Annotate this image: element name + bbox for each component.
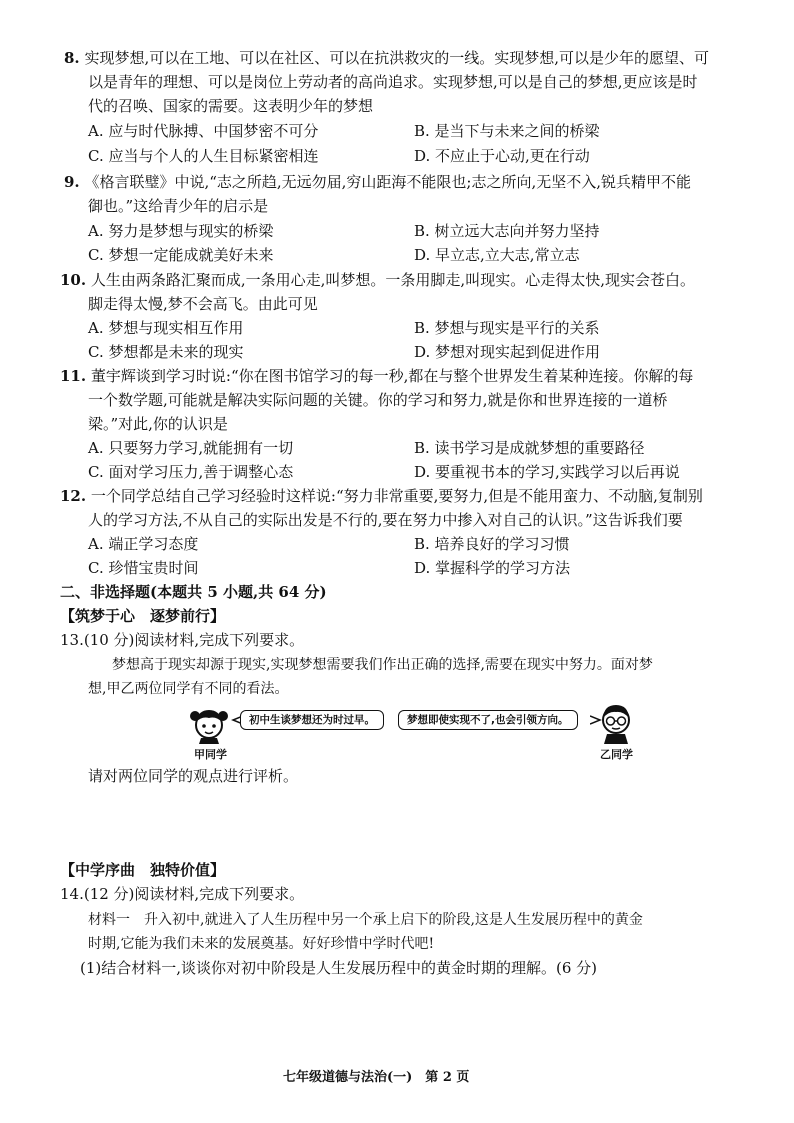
- material-text: 材料一 升入初中,就进入了人生历程中另一个承上启下的阶段,这是人生发展历程中的黄金: [88, 912, 643, 928]
- section-title: 二、非选择题(本题共 5 小题,共 64 分): [60, 583, 327, 601]
- question-text: 梁。”对此,你的认识是: [88, 415, 228, 433]
- option-d[interactable]: D. 掌握科学的学习方法: [414, 559, 571, 577]
- question-text: 脚走得太慢,梦不会高飞。由此可见: [88, 295, 318, 313]
- question-text: 人的学习方法,不从自己的实际出发是不行的,要在努力中掺入对自己的认识。”这告诉我们要: [88, 511, 683, 529]
- page-footer: 七年级道德与法治(一) 第 2 页: [283, 1070, 470, 1085]
- option-d[interactable]: D. 要重视书本的学习,实践学习以后再说: [414, 463, 680, 481]
- question-number: 10.: [60, 271, 87, 289]
- option-d[interactable]: D. 梦想对现实起到促进作用: [414, 343, 601, 361]
- question-text: 御也。”这给青少年的启示是: [88, 197, 269, 215]
- option-b[interactable]: B. 树立远大志向并努力坚持: [414, 222, 600, 240]
- option-c[interactable]: C. 梦想都是未来的现实: [88, 343, 244, 361]
- option-a[interactable]: A. 端正学习态度: [88, 535, 199, 553]
- question-head: 14.(12 分)阅读材料,完成下列要求。: [60, 885, 305, 903]
- question-text: 代的召唤、国家的需要。这表明少年的梦想: [88, 97, 374, 115]
- student-b-label: 乙同学: [600, 748, 633, 761]
- sub-question: (1)结合材料一,谈谈你对初中阶段是人生发展历程中的黄金时期的理解。(6 分): [80, 959, 598, 977]
- question-text: 人生由两条路汇聚而成,一条用心走,叫梦想。一条用脚走,叫现实。心走得太快,现实会苍白。: [90, 271, 695, 289]
- material-text: 想,甲乙两位同学有不同的看法。: [88, 681, 289, 697]
- question-text: 以是青年的理想、可以是岗位上劳动者的高尚追求。实现梦想,可以是自己的梦想,更应该是时: [88, 73, 698, 91]
- question-number: 11.: [60, 367, 87, 385]
- option-b[interactable]: B. 培养良好的学习习惯: [414, 535, 570, 553]
- speech-bubble-a: 初中生谈梦想还为时过早。: [240, 710, 384, 730]
- question-text: 实现梦想,可以在工地、可以在社区、可以在抗洪救灾的一线。实现梦想,可以是少年的愿望、可: [84, 49, 709, 67]
- question-text: 一个同学总结自己学习经验时这样说:“努力非常重要,要努力,但是不能用蛮力、不动脑,复制别: [90, 487, 703, 505]
- option-c[interactable]: C. 面对学习压力,善于调整心态: [88, 463, 294, 481]
- option-c[interactable]: C. 珍惜宝贵时间: [88, 559, 199, 577]
- option-b[interactable]: B. 梦想与现实是平行的关系: [414, 319, 600, 337]
- material-text: 梦想高于现实却源于现实,实现梦想需要我们作出正确的选择,需要在现实中努力。面对梦: [112, 657, 653, 673]
- option-d[interactable]: D. 早立志,立大志,常立志: [414, 246, 580, 264]
- question-head: 13.(10 分)阅读材料,完成下列要求。: [60, 631, 305, 649]
- material-text: 时期,它能为我们未来的发展奠基。好好珍惜中学时代吧!: [88, 936, 435, 952]
- option-a[interactable]: A. 只要努力学习,就能拥有一切: [88, 439, 294, 457]
- question-prompt: 请对两位同学的观点进行评析。: [88, 767, 299, 785]
- speech-bubble-b: 梦想即使实现不了,也会引领方向。: [398, 710, 578, 730]
- student-b-cartoon-icon: [596, 700, 636, 744]
- option-a[interactable]: A. 努力是梦想与现实的桥梁: [88, 222, 274, 240]
- option-a[interactable]: A. 应与时代脉搏、中国梦密不可分: [88, 122, 319, 140]
- question-text: 董宇辉谈到学习时说:“你在图书馆学习的每一秒,都在与整个世界发生着某种连接。你解的每: [90, 367, 694, 385]
- unit-heading: 【筑梦于心 逐梦前行】: [60, 607, 226, 625]
- question-number: 12.: [60, 487, 87, 505]
- question-text: 一个数学题,可能就是解决实际问题的关键。你的学习和努力,就是你和世界连接的一道桥: [88, 391, 668, 409]
- option-d[interactable]: D. 不应止于心动,更在行动: [414, 147, 590, 165]
- student-a-cartoon-icon: [188, 702, 230, 744]
- option-b[interactable]: B. 读书学习是成就梦想的重要路径: [414, 439, 645, 457]
- question-text: 《格言联璧》中说,“志之所趋,无远勿届,穷山距海不能限也;志之所向,无坚不入,锐兵精甲不能: [84, 173, 692, 191]
- question-number: 8.: [64, 49, 80, 67]
- question-number: 9.: [64, 173, 80, 191]
- student-a-label: 甲同学: [194, 748, 227, 761]
- unit-heading: 【中学序曲 独特价值】: [60, 861, 226, 879]
- option-c[interactable]: C. 应当与个人的人生目标紧密相连: [88, 147, 319, 165]
- option-c[interactable]: C. 梦想一定能成就美好未来: [88, 246, 274, 264]
- option-b[interactable]: B. 是当下与未来之间的桥梁: [414, 122, 600, 140]
- option-a[interactable]: A. 梦想与现实相互作用: [88, 319, 244, 337]
